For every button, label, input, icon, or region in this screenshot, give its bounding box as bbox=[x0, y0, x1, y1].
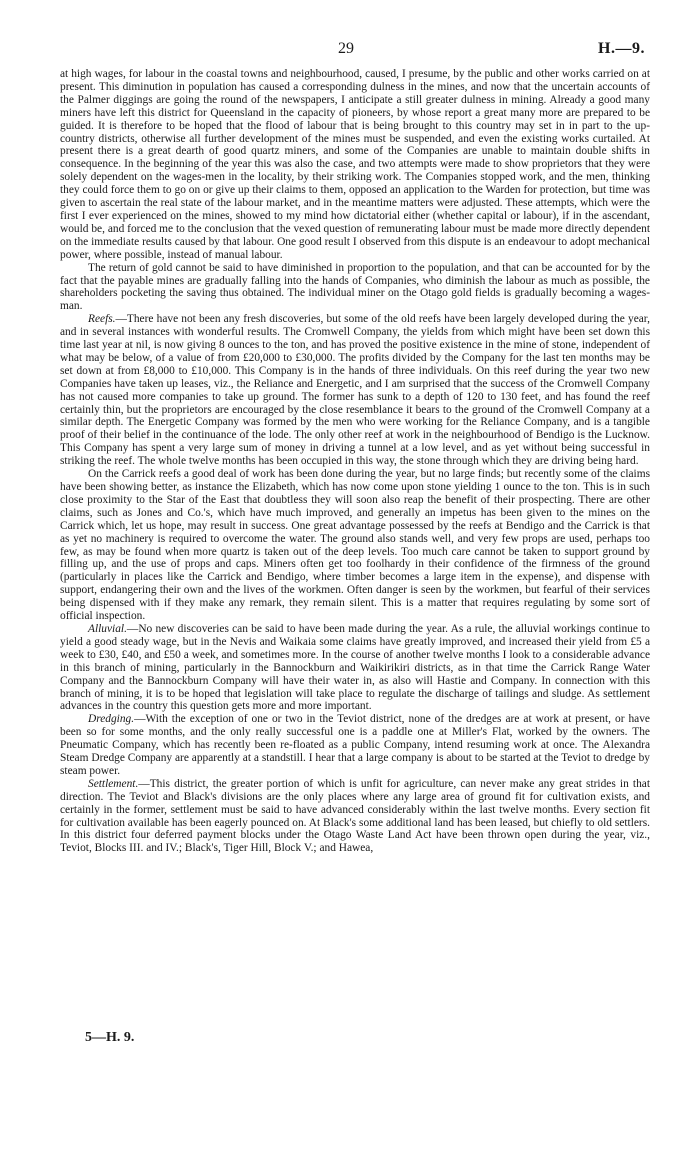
section-heading-settlement: Settlement. bbox=[88, 777, 139, 790]
paragraph-reefs: Reefs.—There have not been any fresh discoveries, but some of the old reefs have been largely developed during the year, and in several instances with wonderful results. The Cromwell Company, the yields from which might have been set down this time last year at nil, is now giving 8 ounces to the ton, and has proved the positive existence in the mine of stone, independent of what may be below, of a value of from £20,000 to £30,000. The profits divided by the Company for the last ten months may be set down at from £8,000 to £10,000. This Company is in the hands of three individuals. On this reef during the year two new Companies have taken up leases, viz., the Reliance and Energetic, and I am surprised that the success of the Cromwell Company has not caused more companies to take up ground. The former has sunk to a depth of 120 to 130 feet, and has found the reef certainly thin, but the proprietors are encouraged by the close resemblance it bears to the ground of the Cromwell Company at a similar depth. The Energetic Company was formed by the men who were working for the Reliance Company, and is a tangible proof of their belief in the continuance of the lode. The only other reef at work in the neighbourhood of Bendigo is the Lucknow. This Company has spent a very large sum of money in driving a tunnel at a low level, and as yet without being successful in striking the reef. The whole twelve months has been occupied in this way, the stone through which they are driving being hard. bbox=[60, 313, 650, 468]
body-text bbox=[60, 68, 650, 855]
paragraph: The return of gold cannot be said to have diminished in proportion to the population, and that can be accounted for by the fact that the payable mines are gradually falling into the hands of Companies, who diminish the labour as much as possible, the shareholders pocketing the saving thus obtained. The individual miner on the Otago gold fields is gradually becoming a wages-man. bbox=[60, 261, 650, 313]
footer-signature: 5—H. 9. bbox=[85, 1030, 135, 1045]
page-header bbox=[0, 40, 700, 64]
paragraph-alluvial: Alluvial.—No new discoveries can be said to have been made during the year. As a rule, the alluvial workings continue to yield a good steady wage, but in the Nevis and Waikaia some claims have greatly improved, and increased their yield from £5 a week to £30, £40, and £50 a week, and sometimes more. In the course of another twelve months I look to a considerable advance in this branch of mining, particularly in the Bannockburn and Waikirikiri districts, as in that time the Carrick Range Water Company and the Bannockburn Company will have their water in, as also will Hastie and Company. In connection with this branch of mining, it is to be hoped that legislation will take place to regulate the discharge of tailings and sludge. As settlement advances in the country this question gets more and more important. bbox=[60, 622, 650, 713]
page-number: 29 bbox=[338, 40, 354, 57]
paragraph-settlement: Settlement.—This district, the greater portion of which is unfit for agriculture, can never make any great strides in that direction. The Teviot and Black's divisions are the only places where any large area of ground fit for cultivation exists, and certainly in the former, settlement must be said to have advanced considerably within the last twelve months. Every section fit for cultivation available has been eagerly pounced on. At Black's some additional land has been leased, but chiefly to old settlers. In this district four deferred payment blocks under the Otago Waste Land Act have been thrown open during the year, viz., Teviot, Blocks III. and IV.; Black's, Tiger Hill, Block V.; and Hawea, bbox=[60, 777, 650, 855]
section-heading-alluvial: Alluvial. bbox=[88, 622, 127, 635]
paragraph: On the Carrick reefs a good deal of work has been done during the year, but no large finds; but recently some of the claims have been showing better, as instance the Elizabeth, which has now come upon stone yielding 1 ounce to the ton. This is in such close proximity to the Star of the East that doubtless they will soon also reap the benefit of their prospecting. There are other claims, such as Jones and Co.'s, which have much improved, and generally an impetus has been given to the mines on the Carrick which, let us hope, may result in success. One great advantage possessed by the reefs at Bendigo and the Carrick is that as yet no machinery is required to overcome the water. The ground also stands well, and very few props are used, perhaps too few, as may be found when more quartz is taken out of the deep levels. Too much care cannot be taken to support ground by filling up, and the use of props and caps. Miners often get too foolhardy in their confidence of the firmness of the ground (particularly in places like the Carrick and Bendigo, where timber becomes a large item in the expense), and dispense with support, endangering their own and the lives of the workmen. Often danger is seen by the workmen, but fearful of their services being dispensed with if they make any remark, they remain silent. This is a matter that requires regulating by some sort of official inspection. bbox=[60, 468, 650, 623]
section-heading-dredging: Dredging. bbox=[88, 713, 135, 726]
paragraph: at high wages, for labour in the coastal towns and neighbourhood, caused, I presume, by the public and other works carried on at present. This diminution in population has caused a corresponding dulness in the mines, and now that the uncertain accounts of the Palmer diggings are going the round of the newspapers, I anticipate a still greater dulness in mining. Already a good many miners have left this district for Queensland in the capacity of pioneers, by whose report a great many more are prepared to be guided. It is therefore to be hoped that the flood of labour that is being brought to this country may set in in part to the up-country districts, otherwise all further development of the mines must be suspended, and even the existing works curtailed. At present there is a great dearth of good quartz miners, and some of the Companies are unable to maintain double shifts in consequence. In the beginning of the year this was also the case, and two attempts were made to show proprietors that they were solely dependent on the wages-men in the locality, by their striking work. The Companies stopped work, and the men, thinking they could force them to go on or give up their claims to them, opposed an application to the Warden for protection, but time was given to ascertain the real state of the labour market, and in the meantime matters were adjusted. These attempts, which were the first I ever experienced on the mines, showed to my mind how dictatorial either (whether capital or labour), if in the ascendant, would be, and forced me to the conclusion that the vexed question of remunerating labour must be made more directly dependent on the immediate results caused by that labour. One good result I observed from this dispute is an endeavour to adopt mechanical power, where possible, instead of manual labour. bbox=[60, 68, 650, 261]
paragraph-dredging: Dredging.—With the exception of one or two in the Teviot district, none of the dredges are at work at present, or have been so for some months, and the only really successful one is a paddle one at Miller's Flat, worked by the owners. The Pneumatic Company, which has recently been re-floated as a public Company, intend resuming work at once. The Alexandra Steam Dredge Company are apparently at a standstill. I hear that a large company is about to be started at the Teviot to dredge by steam power. bbox=[60, 713, 650, 777]
section-heading-reefs: Reefs. bbox=[88, 313, 116, 326]
document-reference: H.—9. bbox=[598, 40, 645, 57]
